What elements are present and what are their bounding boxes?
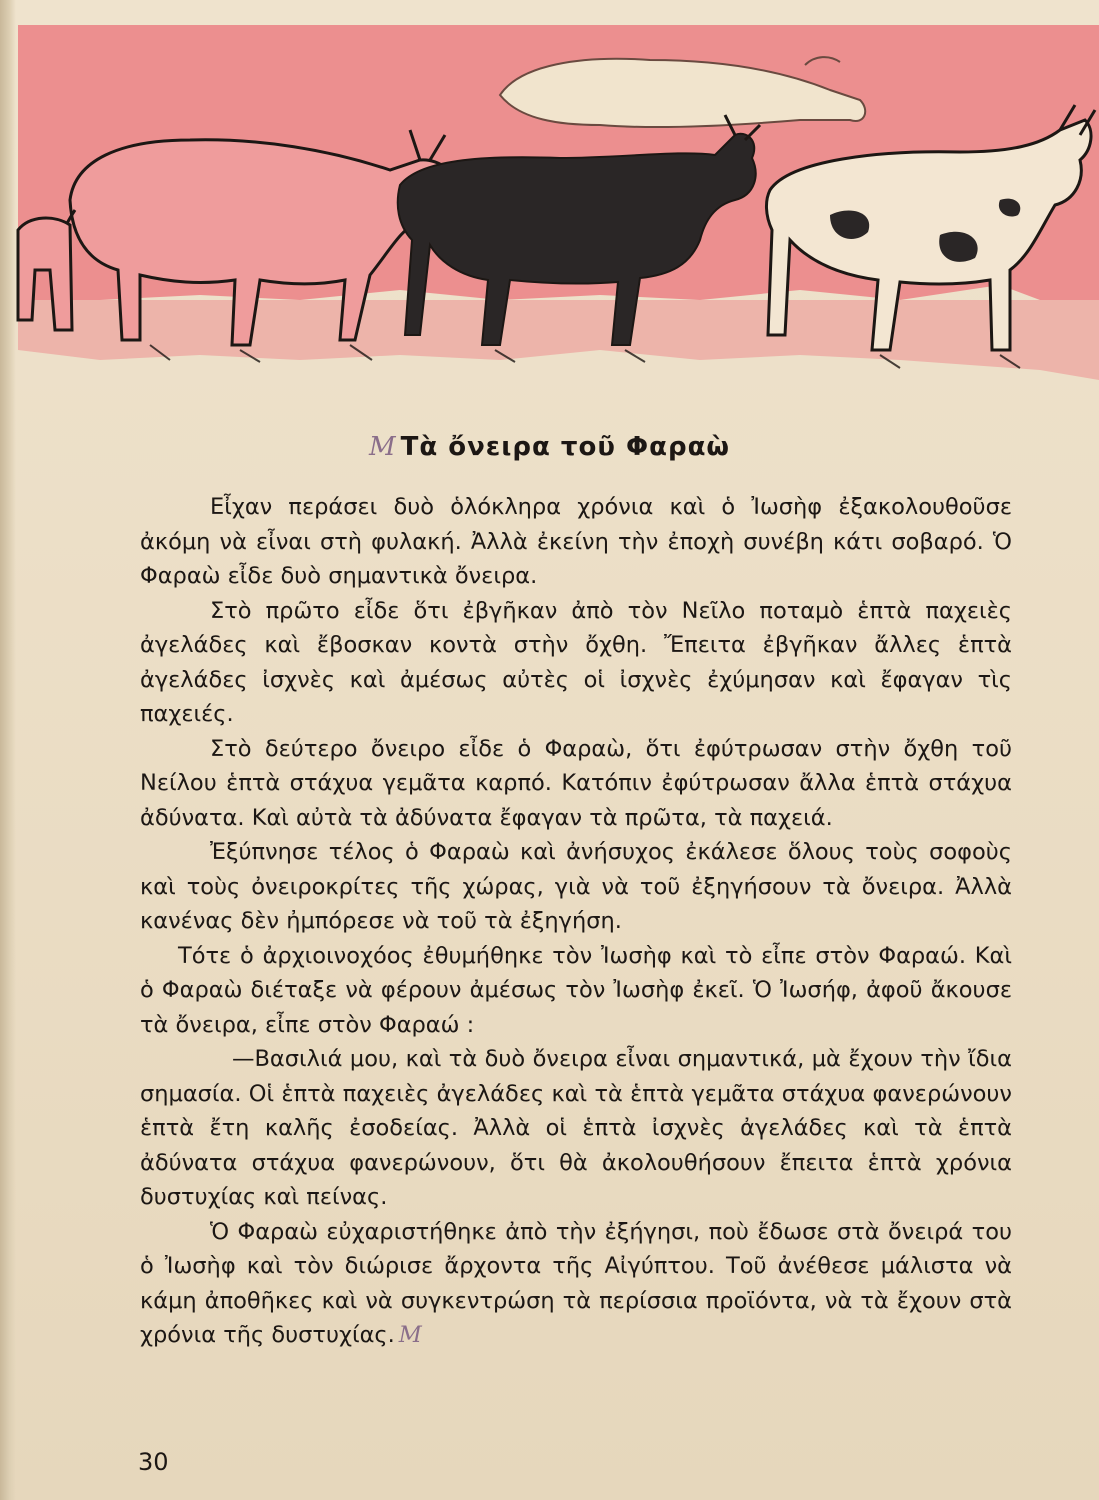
paragraph: —Βασιλιά μου, καὶ τὰ δυὸ ὄνειρα εἶναι σημαντικά, μὰ ἔχουν τὴν ἴδια σημασία. Οἱ ἑπτὰ παχειὲς ἀγελάδες καὶ τὰ ἑπτὰ γεμᾶτα στάχυα φανερώνουν ἑπτὰ ἔτη καλῆς ἐσοδείας. Ἀλλὰ οἱ ἑπτὰ ἰσχνὲς ἀγελάδες καὶ τὰ ἑπτὰ ἀδύνατα στάχυα φανερώνουν, ὅτι θὰ ἀκολουθήσουν ἔπειτα ἑπτὰ χρόνια δυστυχίας καὶ πείνας.	[140, 1046, 1012, 1210]
story-text	[140, 490, 1012, 1353]
paragraph: Στὸ πρῶτο εἶδε ὅτι ἐβγῆκαν ἀπὸ τὸν Νεῖλο ποταμὸ ἑπτὰ παχειὲς ἀγελάδες καὶ ἔβοσκαν κοντὰ στὴν ὄχθη. Ἔπειτα ἐβγῆκαν ἄλλες ἑπτὰ ἀγελάδες ἰσχνὲς καὶ ἀμέσως αὐτὲς οἱ ἰσχνὲς ἐχύμησαν καὶ ἔφαγαν τὶς παχειές.	[140, 597, 1012, 727]
page-number: 30	[138, 1448, 169, 1476]
paragraph: Τότε ὁ ἀρχιοινοχόος ἐθυμήθηκε τὸν Ἰωσὴφ καὶ τὸ εἶπε στὸν Φαραώ. Καὶ ὁ Φαραὼ διέταξε νὰ φέρουν ἀμέσως τὸν Ἰωσὴφ ἐκεῖ. Ὁ Ἰωσήφ, ἀφοῦ ἄκουσε τὰ ὄνειρα, εἶπε στὸν Φαραώ :	[140, 942, 1012, 1038]
paragraph: Εἶχαν περάσει δυὸ ὁλόκληρα χρόνια καὶ ὁ Ἰωσὴφ ἐξακολουθοῦσε ἀκόμη νὰ εἶναι στὴ φυλακή. Ἀλλὰ ἐκείνη τὴν ἐποχὴ συνέβη κάτι σοβαρό. Ὁ Φαραὼ εἶδε δυὸ σημαντικὰ ὄνειρα.	[140, 494, 1012, 589]
paragraph	[140, 1215, 1012, 1353]
title-text: Τὰ ὄνειρα τοῦ Φαραὼ	[400, 432, 731, 462]
cattle-illustration	[0, 0, 1099, 400]
paragraph: Στὸ δεύτερο ὄνειρο εἶδε ὁ Φαραὼ, ὅτι ἐφύτρωσαν στὴν ὄχθη τοῦ Νείλου ἑπτὰ στάχυα γεμᾶτα καρπό. Κατόπιν ἐφύτρωσαν ἄλλα ἑπτὰ στάχυα ἀδύνατα. Καὶ αὐτὰ τὰ ἀδύνατα ἔφαγαν τὰ πρῶτα, τὰ παχειά.	[140, 735, 1012, 831]
pencil-mark-end: M	[398, 1322, 422, 1348]
pencil-mark-start: M	[368, 432, 397, 462]
paragraph-text: Ὁ Φαραὼ εὐχαριστήθηκε ἀπὸ τὴν ἐξήγησι, ποὺ ἔδωσε στὰ ὄνειρά του ὁ Ἰωσὴφ καὶ τὸν διώρισε ἄρχοντα τῆς Αἰγύπτου. Τοῦ ἀνέθεσε μάλιστα νὰ κάμη ἀποθῆκες καὶ νὰ συγκεντρώση τὰ περίσσια προϊόντα, νὰ τὰ ἔχουν στὰ χρόνια τῆς δυστυχίας.	[140, 1218, 1012, 1348]
paragraph: Ἐξύπνησε τέλος ὁ Φαραὼ καὶ ἀνήσυχος ἐκάλεσε ὅλους τοὺς σοφοὺς καὶ τοὺς ὀνειροκρίτες τῆς χώρας, γιὰ νὰ τοῦ ἐξηγήσουν τὰ ὄνειρα. Ἀλλὰ κανένας δὲν ἠμπόρεσε νὰ τοῦ τὰ ἐξηγήση.	[140, 839, 1012, 934]
page-title	[0, 432, 1099, 462]
